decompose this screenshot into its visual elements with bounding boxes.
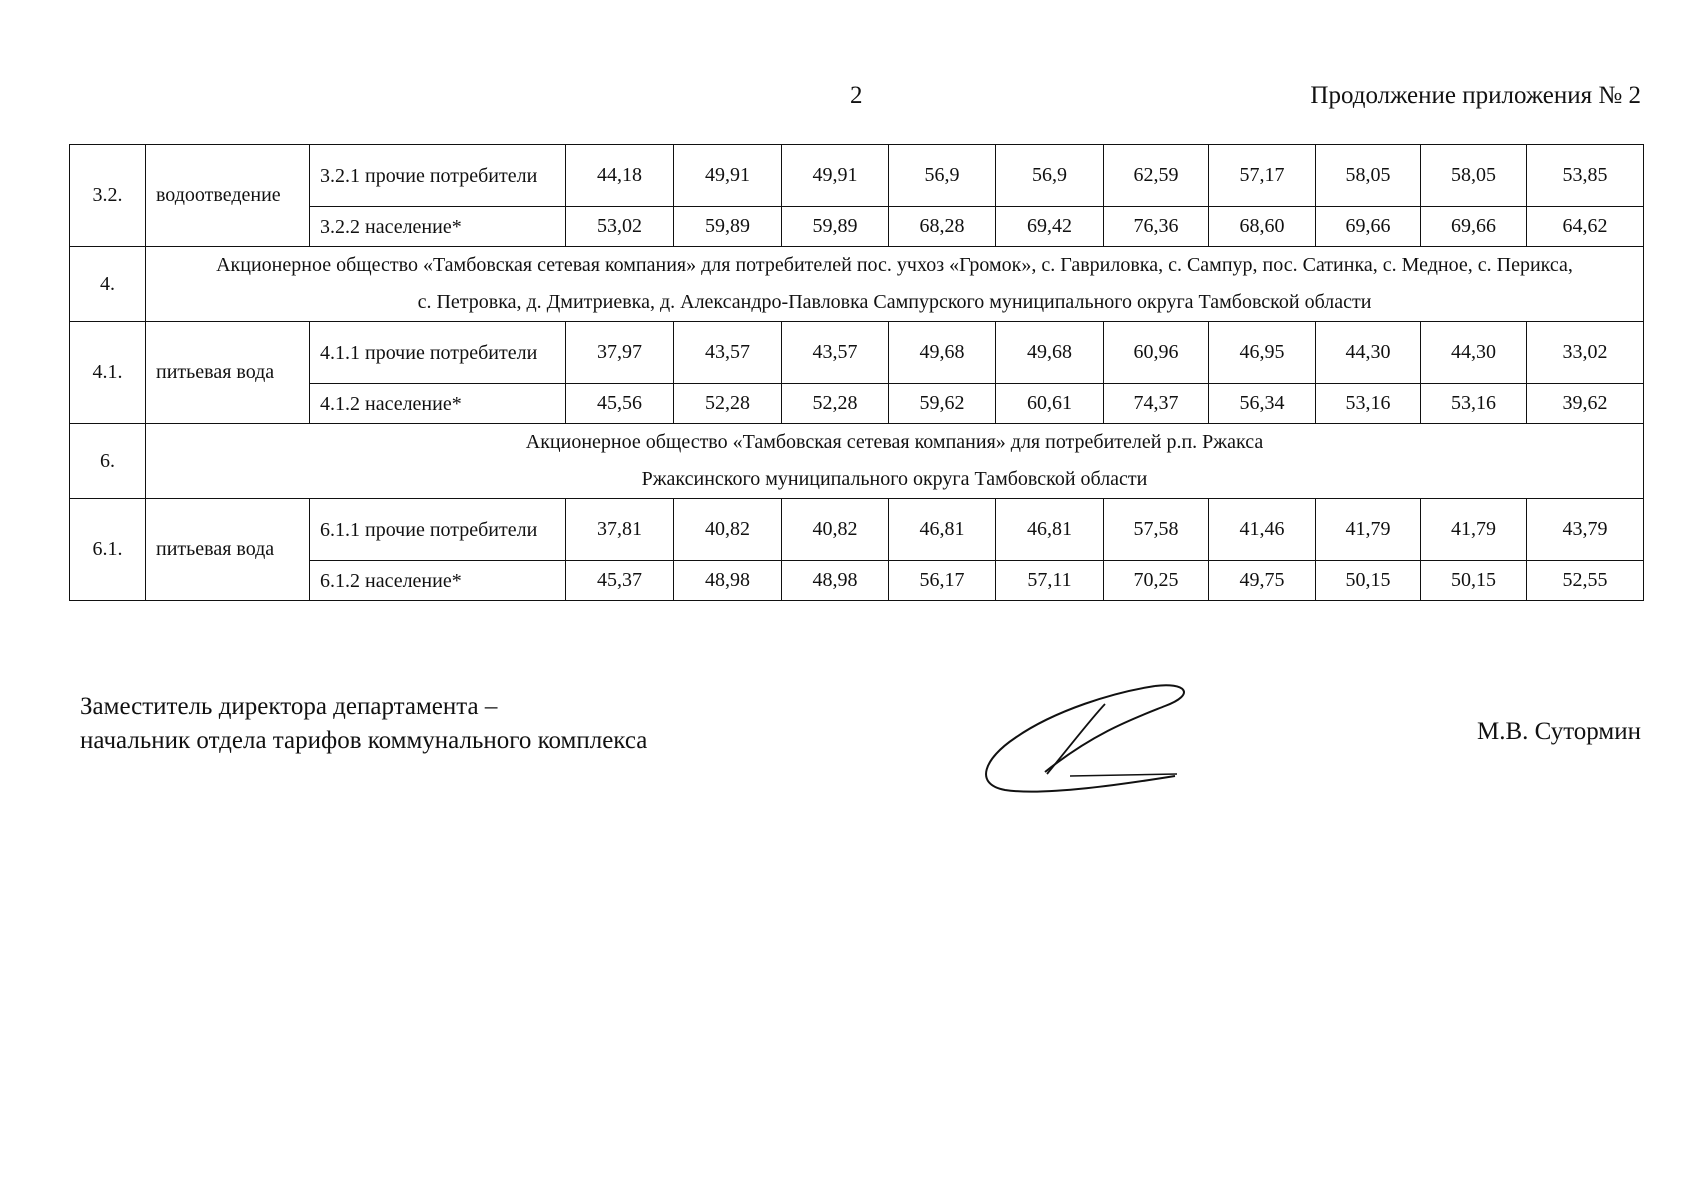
tariff-value: 49,68 [996, 322, 1104, 384]
tariff-value: 56,9 [889, 145, 996, 207]
consumer-category: 3.2.2 население* [310, 207, 566, 247]
tariff-value: 56,34 [1209, 384, 1316, 424]
tariff-value: 46,81 [889, 499, 996, 561]
tariff-value: 48,98 [782, 561, 889, 601]
company-description [146, 247, 1644, 322]
company-description [146, 424, 1644, 499]
service-name: питьевая вода [146, 499, 310, 601]
row-number: 3.2. [70, 145, 146, 247]
signer-title-line-1: Заместитель директора департамента – [80, 693, 498, 720]
tariff-value: 68,60 [1209, 207, 1316, 247]
tariff-value: 50,15 [1421, 561, 1527, 601]
tariff-value: 52,28 [782, 384, 889, 424]
table-row [70, 145, 1644, 207]
tariff-value: 60,61 [996, 384, 1104, 424]
company-line-2: Ржаксинского муниципального округа Тамбовской области [641, 468, 1148, 490]
tariff-value: 44,18 [566, 145, 674, 207]
tariff-value: 45,37 [566, 561, 674, 601]
tariff-value: 57,58 [1104, 499, 1209, 561]
appendix-note: Продолжение приложения № 2 [1310, 82, 1641, 109]
row-number: 4. [70, 247, 146, 322]
tariff-value: 60,96 [1104, 322, 1209, 384]
service-name: питьевая вода [146, 322, 310, 424]
tariff-value: 43,79 [1527, 499, 1644, 561]
tariff-value: 48,98 [674, 561, 782, 601]
tariff-value: 52,55 [1527, 561, 1644, 601]
tariff-value: 59,62 [889, 384, 996, 424]
tariff-value: 44,30 [1316, 322, 1421, 384]
company-line-1: Акционерное общество «Тамбовская сетевая компания» для потребителей р.п. Ржакса [525, 431, 1264, 453]
tariff-value: 50,15 [1316, 561, 1421, 601]
row-number: 6. [70, 424, 146, 499]
tariff-value: 41,79 [1316, 499, 1421, 561]
tariff-value: 64,62 [1527, 207, 1644, 247]
tariff-table-body [70, 145, 1644, 601]
tariff-value: 45,56 [566, 384, 674, 424]
tariff-value: 41,46 [1209, 499, 1316, 561]
tariff-value: 49,91 [674, 145, 782, 207]
page-number: 2 [850, 82, 863, 109]
consumer-category: 4.1.1 прочие потребители [310, 322, 566, 384]
tariff-value: 57,17 [1209, 145, 1316, 207]
tariff-value: 56,9 [996, 145, 1104, 207]
tariff-value: 56,17 [889, 561, 996, 601]
tariff-value: 74,37 [1104, 384, 1209, 424]
tariff-value: 57,11 [996, 561, 1104, 601]
table-row [70, 322, 1644, 384]
tariff-value: 69,66 [1316, 207, 1421, 247]
tariff-value: 37,81 [566, 499, 674, 561]
consumer-category: 3.2.1 прочие потребители [310, 145, 566, 207]
company-line-1: Акционерное общество «Тамбовская сетевая компания» для потребителей пос. учхоз «Громок», с. Гавриловка, с. Сампур, пос. Сатинка, с. Медное, с. Перикса, [216, 254, 1573, 276]
tariff-value: 49,91 [782, 145, 889, 207]
tariff-value: 69,42 [996, 207, 1104, 247]
service-name: водоотведение [146, 145, 310, 247]
tariff-value: 41,79 [1421, 499, 1527, 561]
signer-title [80, 690, 647, 758]
tariff-value: 69,66 [1421, 207, 1527, 247]
tariff-value: 53,02 [566, 207, 674, 247]
tariff-value: 40,82 [674, 499, 782, 561]
handwritten-signature [975, 680, 1205, 800]
tariff-value: 49,68 [889, 322, 996, 384]
tariff-value: 33,02 [1527, 322, 1644, 384]
tariff-value: 40,82 [782, 499, 889, 561]
table-row [70, 424, 1644, 499]
tariff-value: 46,95 [1209, 322, 1316, 384]
tariff-value: 49,75 [1209, 561, 1316, 601]
tariff-value: 43,57 [782, 322, 889, 384]
consumer-category: 6.1.2 население* [310, 561, 566, 601]
table-row [70, 499, 1644, 561]
tariff-value: 44,30 [1421, 322, 1527, 384]
tariff-value: 70,25 [1104, 561, 1209, 601]
tariff-value: 52,28 [674, 384, 782, 424]
table-row [70, 247, 1644, 322]
consumer-category: 4.1.2 население* [310, 384, 566, 424]
tariff-value: 76,36 [1104, 207, 1209, 247]
tariff-value: 68,28 [889, 207, 996, 247]
tariff-value: 53,16 [1421, 384, 1527, 424]
tariff-value: 58,05 [1421, 145, 1527, 207]
tariff-value: 62,59 [1104, 145, 1209, 207]
tariff-value: 53,16 [1316, 384, 1421, 424]
row-number: 4.1. [70, 322, 146, 424]
tariff-table [69, 144, 1644, 601]
tariff-value: 43,57 [674, 322, 782, 384]
company-line-2: с. Петровка, д. Дмитриевка, д. Александро-Павловка Сампурского муниципального округа Тамбовской области [417, 291, 1372, 313]
tariff-value: 59,89 [782, 207, 889, 247]
tariff-value: 37,97 [566, 322, 674, 384]
row-number: 6.1. [70, 499, 146, 601]
tariff-value: 46,81 [996, 499, 1104, 561]
tariff-value: 59,89 [674, 207, 782, 247]
tariff-value: 39,62 [1527, 384, 1644, 424]
tariff-value: 58,05 [1316, 145, 1421, 207]
signer-name: М.В. Сутормин [1476, 718, 1641, 745]
signer-title-line-2: начальник отдела тарифов коммунального комплекса [80, 727, 648, 754]
tariff-value: 53,85 [1527, 145, 1644, 207]
consumer-category: 6.1.1 прочие потребители [310, 499, 566, 561]
